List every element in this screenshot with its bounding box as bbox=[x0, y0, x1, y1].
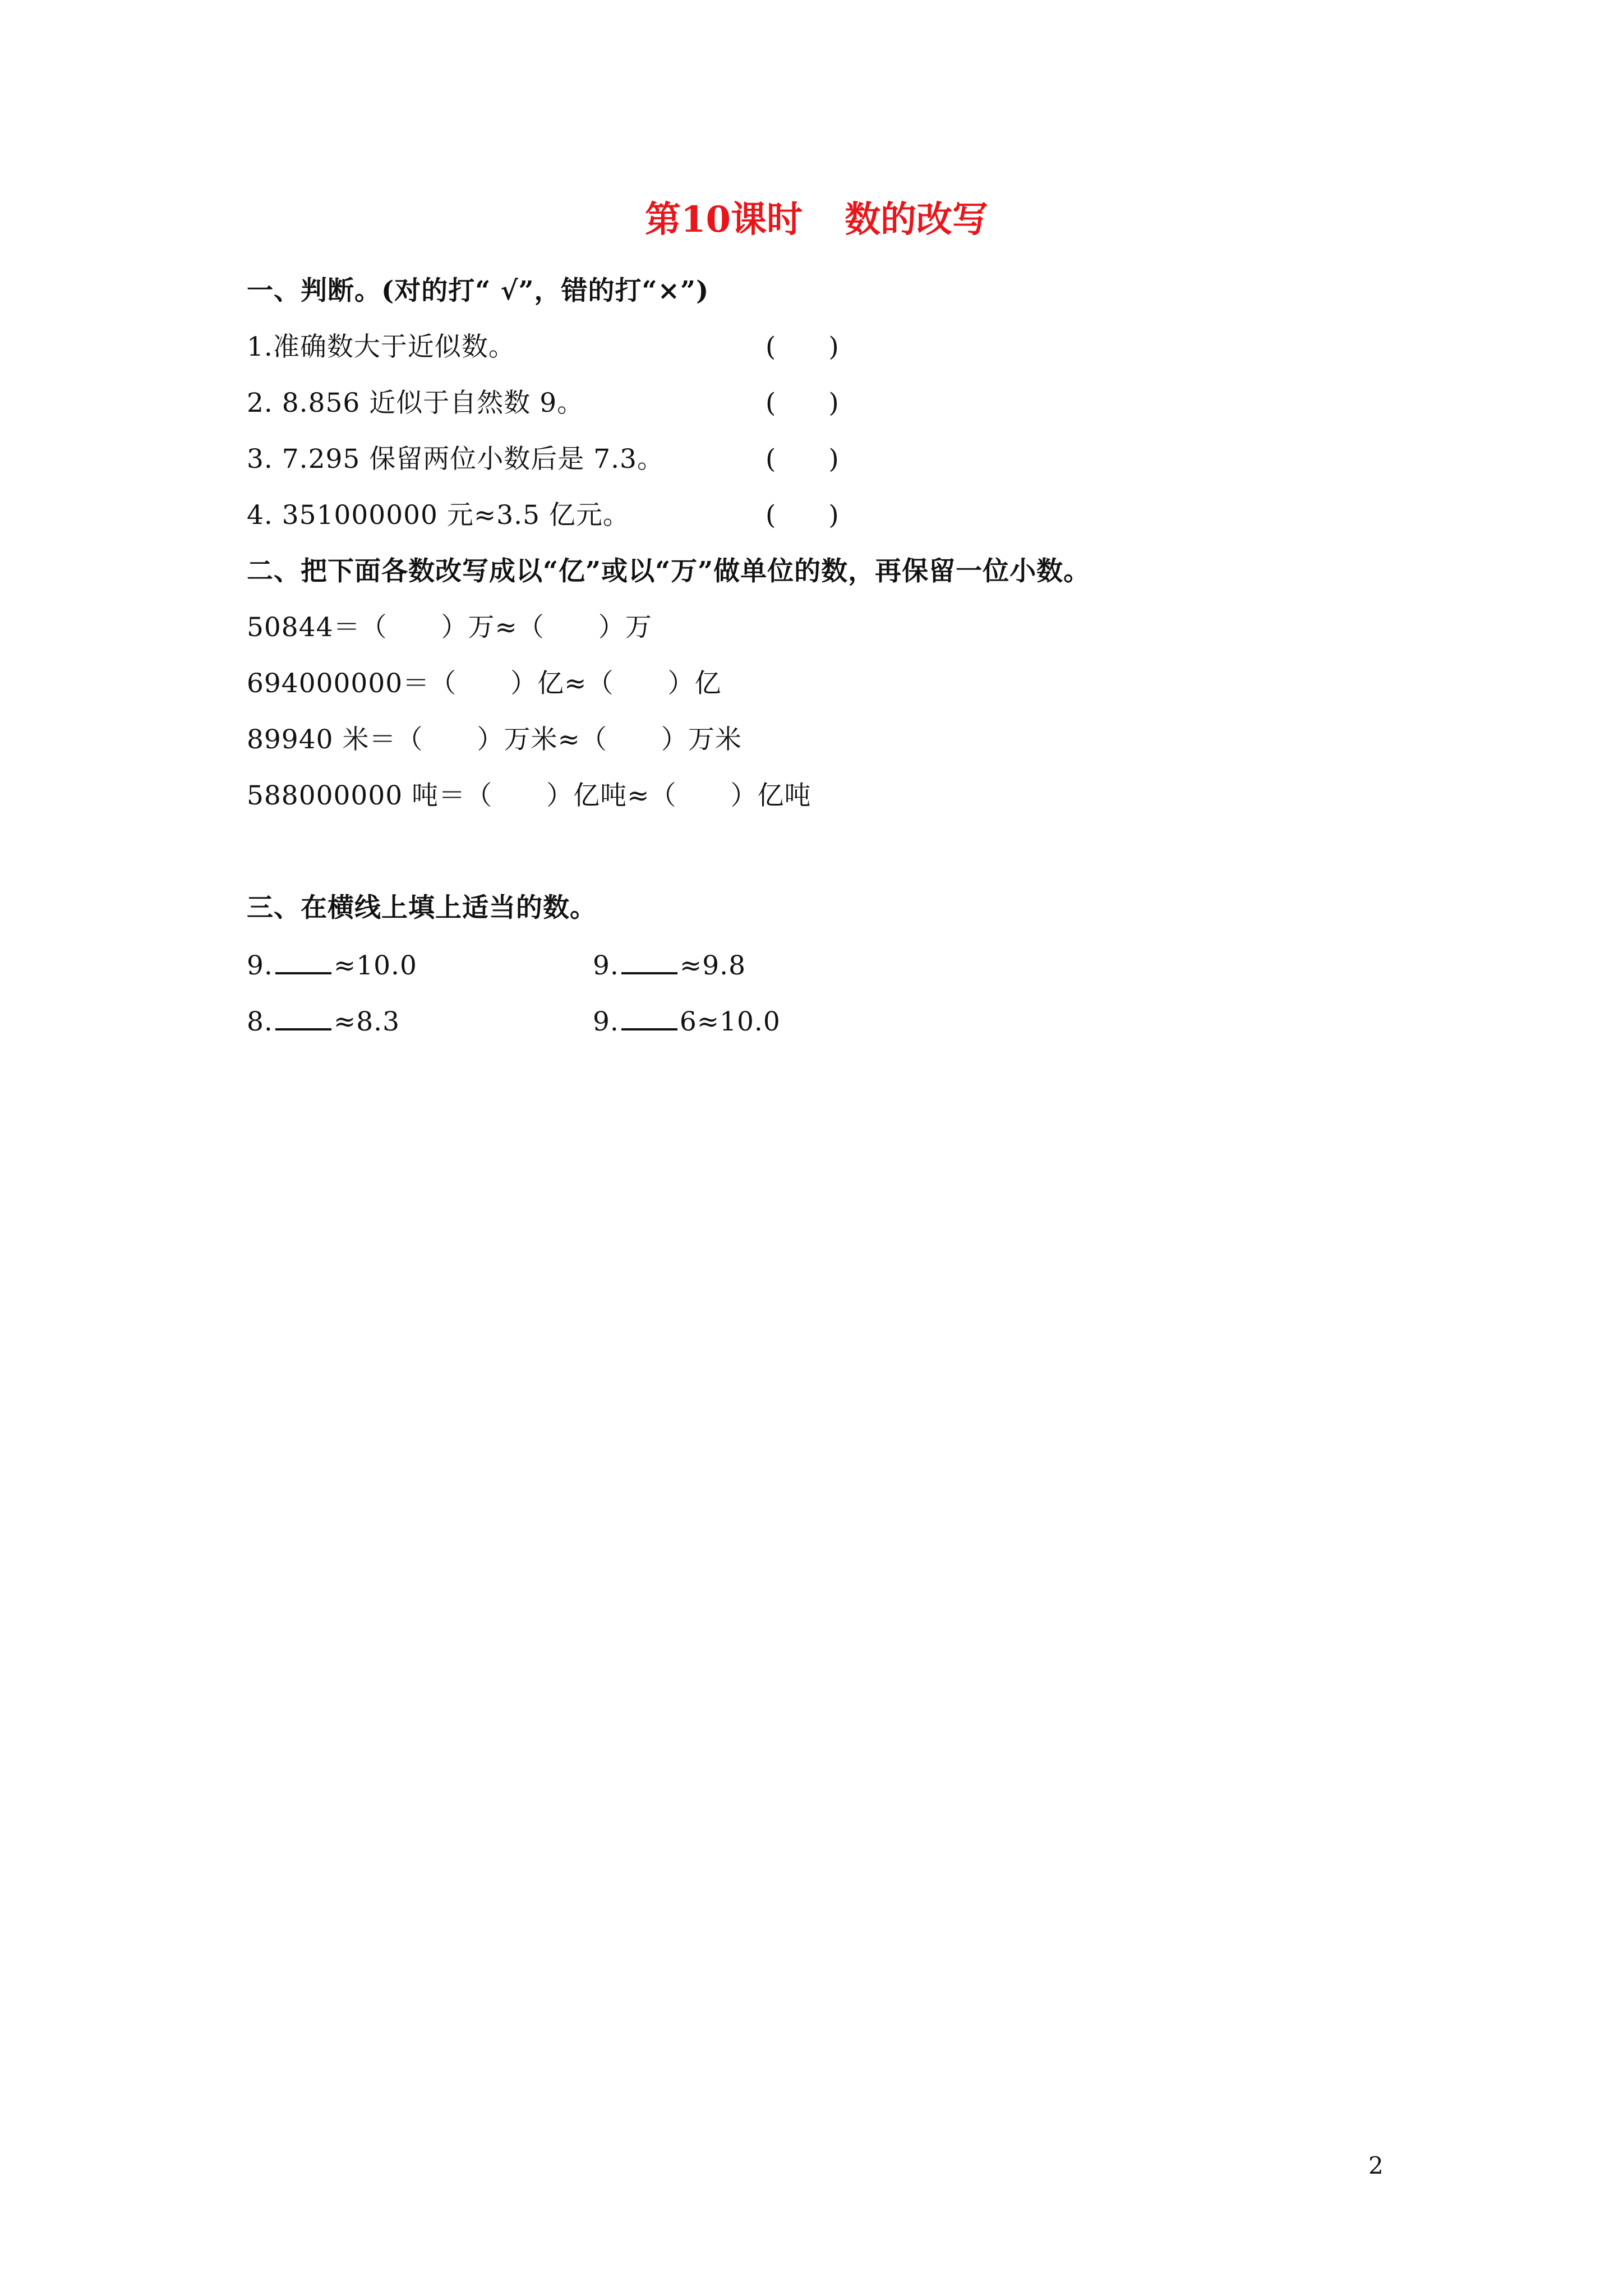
section1-item-2: 2. 8.856 近似于自然数 9。 bbox=[247, 388, 584, 418]
section3-item-3 bbox=[247, 1007, 400, 1035]
section2-item-4: 588000000 吨＝（ ）亿吨≈（ ）亿吨 bbox=[247, 780, 811, 811]
item-suffix: 6≈10.0 bbox=[679, 1006, 781, 1037]
section1-item-1: 1.准确数大于近似数。 bbox=[247, 332, 515, 362]
section3-heading: 三、在横线上填上适当的数。 bbox=[247, 892, 597, 923]
fill-blank[interactable] bbox=[275, 951, 331, 974]
section3-item-1 bbox=[247, 951, 417, 979]
fill-blank[interactable] bbox=[621, 1007, 677, 1030]
item-suffix: ≈8.3 bbox=[333, 1006, 400, 1037]
title-lesson: 第10课时 bbox=[645, 199, 803, 241]
section1-answer-4[interactable]: ( ) bbox=[766, 500, 839, 531]
item-prefix: 8. bbox=[247, 1006, 273, 1037]
fill-blank[interactable] bbox=[275, 1007, 331, 1030]
section1-answer-1[interactable]: ( ) bbox=[766, 332, 839, 362]
section2-item-1: 50844＝（ ）万≈（ ）万 bbox=[247, 612, 652, 643]
section1-heading: 一、判断。(对的打“ √”，错的打“×”) bbox=[247, 275, 709, 306]
item-prefix: 9. bbox=[593, 950, 619, 981]
section3-item-2 bbox=[593, 951, 746, 979]
section1-answer-2[interactable]: ( ) bbox=[766, 388, 839, 418]
fill-blank[interactable] bbox=[621, 951, 677, 974]
item-prefix: 9. bbox=[593, 1006, 619, 1037]
item-suffix: ≈9.8 bbox=[679, 950, 746, 981]
section1-answer-3[interactable]: ( ) bbox=[766, 444, 839, 475]
page-number: 2 bbox=[1368, 2152, 1384, 2179]
item-prefix: 9. bbox=[247, 950, 273, 981]
section1-item-3: 3. 7.295 保留两位小数后是 7.3。 bbox=[247, 444, 664, 475]
section2-item-3: 89940 米＝（ ）万米≈（ ）万米 bbox=[247, 724, 742, 755]
page-title bbox=[645, 199, 989, 241]
section3-item-4 bbox=[593, 1007, 781, 1035]
section2-item-2: 694000000＝（ ）亿≈（ ）亿 bbox=[247, 668, 722, 699]
section1-item-4: 4. 351000000 元≈3.5 亿元。 bbox=[247, 500, 630, 531]
item-suffix: ≈10.0 bbox=[333, 950, 417, 981]
section2-heading: 二、把下面各数改写成以“亿”或以“万”做单位的数，再保留一位小数。 bbox=[247, 556, 1091, 587]
title-topic: 数的改写 bbox=[845, 199, 989, 241]
